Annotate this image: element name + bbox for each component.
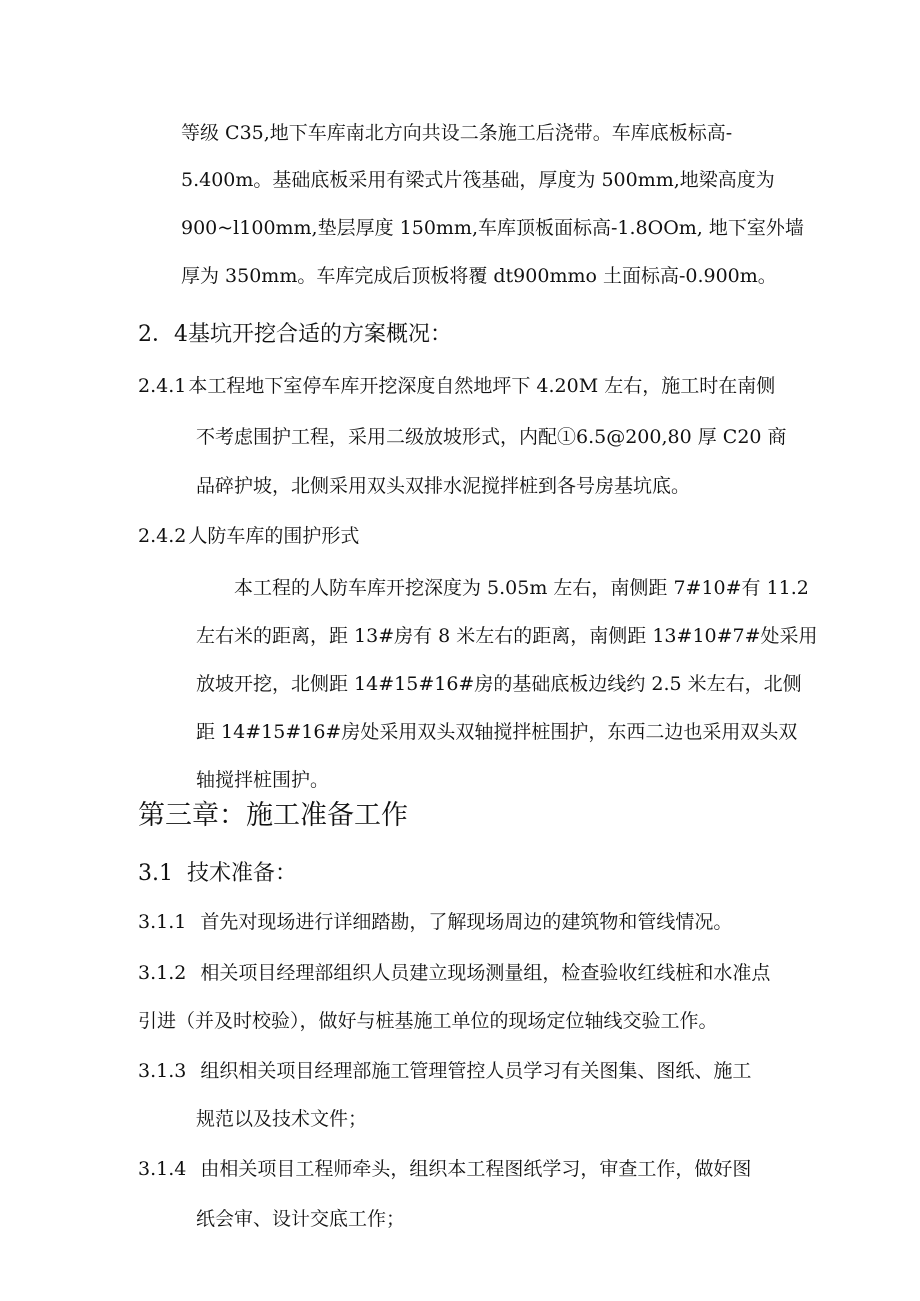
item-3-1-3-line-2: 规范以及技术文件； <box>196 1108 368 1130</box>
item-3-1-4 <box>138 1155 751 1183</box>
item-3-1-4-line-2: 纸会审、设计交底工作； <box>196 1208 406 1230</box>
intro-line-2: 5.400m。基础底板采用有梁式片筏基础，厚度为 500mm,地梁高度为 <box>181 169 775 191</box>
item-text-line: 由相关项目工程师牵头，组织本工程图纸学习，审查工作，做好图 <box>200 1158 752 1180</box>
item-2-4-2-line-4: 距 14#15#16#房处采用双头双轴搅拌桩围护，东西二边也采用双头双 <box>196 721 798 743</box>
chapter-title: 第三章：施工准备工作 <box>138 800 408 831</box>
intro-line-4: 厚为 350mm。车库完成后顶板将覆 dt900mmo 土面标高-0.900m。 <box>181 265 777 287</box>
item-2-4-1-line-3: 品碎护坡，北侧采用双头双排水泥搅拌桩到各号房基坑底。 <box>196 475 691 497</box>
section-heading-3-1 <box>138 860 297 888</box>
item-text-line: 本工程地下室停车库开挖深度自然地坪下 4.20M 左右，施工时在南侧 <box>188 375 776 397</box>
item-3-1-3 <box>138 1057 751 1085</box>
item-number: 2.4.2 <box>138 525 187 547</box>
item-2-4-2-line-3: 放坡开挖，北侧距 14#15#16#房的基础底板边线约 2.5 米左右，北侧 <box>196 673 802 695</box>
item-2-4-2-line-1: 本工程的人防车库开挖深度为 5.05m 左右，南侧距 7#10#有 11.2 <box>234 577 809 599</box>
item-text-line: 相关项目经理部组织人员建立现场测量组，检查验收红线桩和水准点 <box>200 962 771 984</box>
item-text-line: 首先对现场进行详细踏勘，了解现场周边的建筑物和管线情况。 <box>200 911 733 933</box>
item-number: 3.1.3 <box>138 1060 187 1082</box>
item-2-4-1 <box>138 372 775 400</box>
item-text-line: 组织相关项目经理部施工管理管控人员学习有关图集、图纸、施工 <box>200 1060 752 1082</box>
intro-line-1: 等级 C35,地下车库南北方向共设二条施工后浇带。车库底板标高- <box>181 122 733 144</box>
item-number: 3.1.2 <box>138 962 187 984</box>
item-3-1-1 <box>138 908 732 936</box>
item-2-4-1-line-2: 不考虑围护工程，采用二级放坡形式，内配①6.5@200,80 厚 C20 商 <box>196 426 787 448</box>
item-3-1-2-line-2: 引进（并及时校验），做好与桩基施工单位的现场定位轴线交验工作。 <box>138 1010 718 1032</box>
item-number: 3.1.4 <box>138 1158 187 1180</box>
section-heading-2-4: 2．4基坑开挖合适的方案概况： <box>138 322 452 347</box>
intro-line-3: 900~l100mm,垫层厚度 150mm,车库顶板面标高-1.8OOm, 地下室外墙 <box>181 217 804 239</box>
section-title: 技术准备： <box>187 861 298 886</box>
item-2-4-2 <box>138 522 359 550</box>
item-3-1-2 <box>138 959 770 987</box>
item-number: 3.1.1 <box>138 911 187 933</box>
item-title: 人防车库的围护形式 <box>188 525 360 547</box>
item-2-4-2-line-5: 轴搅拌桩围护。 <box>196 769 330 791</box>
item-2-4-2-line-2: 左右米的距离，距 13#房有 8 米左右的距离，南侧距 13#10#7#处采用 <box>196 625 818 647</box>
section-number: 3.1 <box>138 861 173 886</box>
item-number: 2.4.1 <box>138 375 187 397</box>
